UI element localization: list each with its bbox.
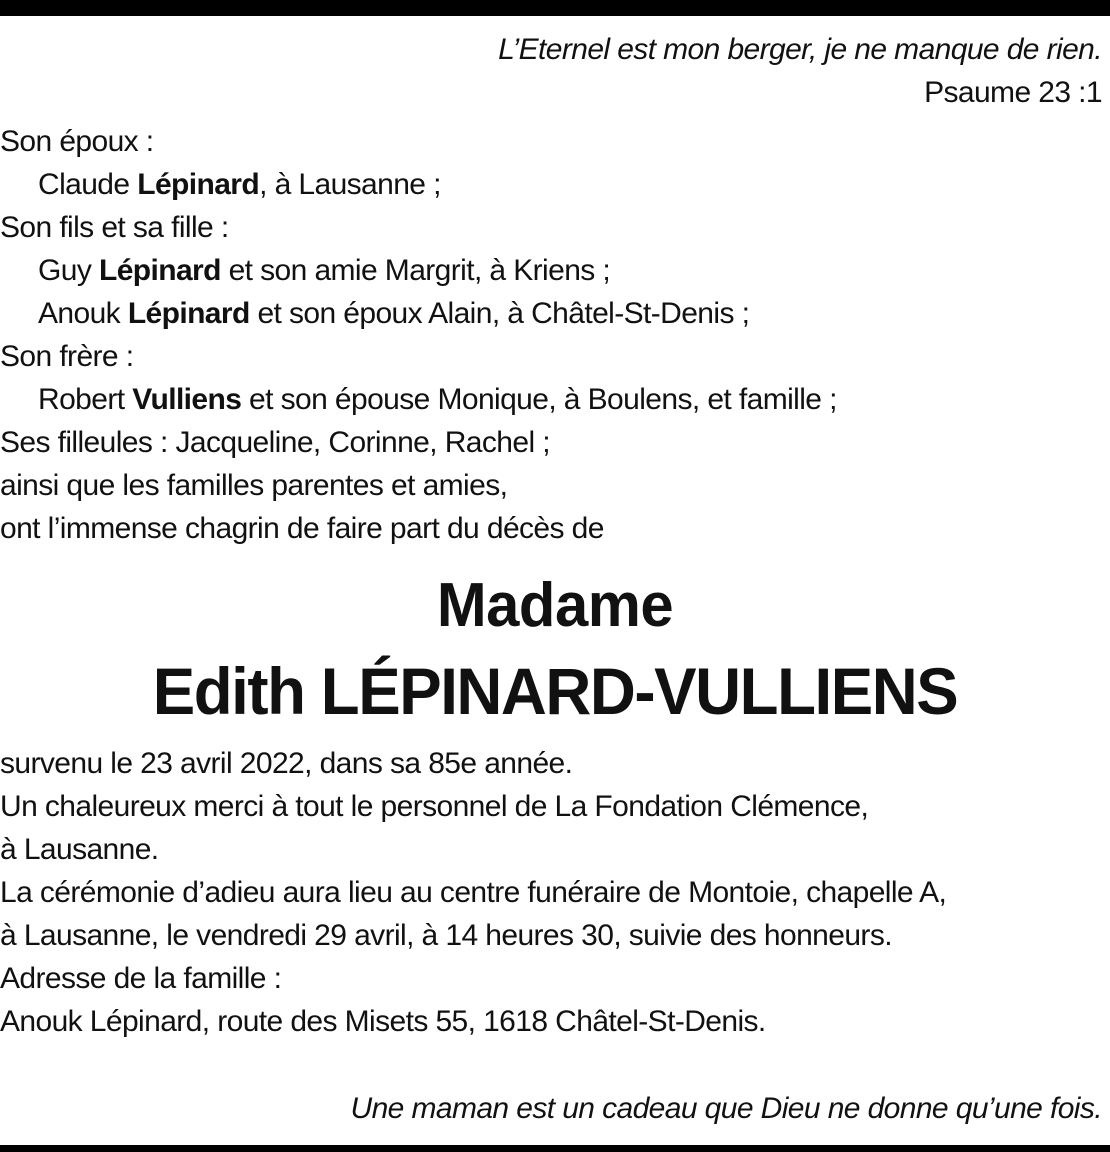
first-name: Robert bbox=[38, 383, 133, 416]
epigraph-quote: L’Eternel est mon berger, je ne manque de rien. bbox=[498, 33, 1102, 66]
thanks-line-2: à Lausanne. bbox=[0, 833, 159, 866]
announcement-line: ont l’immense chagrin de faire part du décès de bbox=[0, 512, 604, 545]
death-line: survenu le 23 avril 2022, dans sa 85e année. bbox=[0, 747, 573, 780]
address-line: Anouk Lépinard, route des Misets 55, 1618 Châtel-St-Denis. bbox=[0, 1005, 766, 1038]
bottom-rule bbox=[0, 1145, 1110, 1152]
spouse-heading: Son époux : bbox=[0, 125, 154, 158]
thanks-line-1: Un chaleureux merci à tout le personnel de La Fondation Clémence, bbox=[0, 790, 869, 823]
epigraph-reference: Psaume 23 :1 bbox=[924, 76, 1102, 109]
spouse-line bbox=[38, 165, 441, 205]
brother-heading: Son frère : bbox=[0, 340, 134, 373]
line-rest: et son épouse Monique, à Boulens, et famille ; bbox=[241, 383, 837, 416]
top-rule bbox=[0, 0, 1110, 16]
relatives-line: ainsi que les familles parentes et amies, bbox=[0, 469, 508, 502]
first-name: Guy bbox=[38, 254, 99, 287]
line-rest: , à Lausanne ; bbox=[259, 168, 441, 201]
last-name: Lépinard bbox=[127, 297, 250, 330]
first-name: Anouk bbox=[38, 297, 128, 330]
ceremony-line-2: à Lausanne, le vendredi 29 avril, à 14 heures 30, suivie des honneurs. bbox=[0, 919, 892, 952]
line-rest: et son époux Alain, à Châtel-St-Denis ; bbox=[249, 297, 750, 330]
deceased-title: Madame bbox=[436, 571, 674, 640]
last-name: Vulliens bbox=[132, 383, 242, 416]
line-rest: et son amie Margrit, à Kriens ; bbox=[220, 254, 611, 287]
ceremony-line-1: La cérémonie d’adieu aura lieu au centre funéraire de Montoie, chapelle A, bbox=[0, 876, 947, 909]
brother-line bbox=[38, 380, 837, 420]
children-heading: Son fils et sa fille : bbox=[0, 211, 229, 244]
last-name: Lépinard bbox=[137, 168, 260, 201]
last-name: Lépinard bbox=[98, 254, 221, 287]
closing-quote: Une maman est un cadeau que Dieu ne donne qu’une fois. bbox=[350, 1092, 1102, 1125]
daughter-line bbox=[38, 294, 749, 334]
first-name: Claude bbox=[38, 168, 138, 201]
deceased-name: Edith LÉPINARD-VULLIENS bbox=[152, 654, 958, 728]
goddaughters-line: Ses filleules : Jacqueline, Corinne, Rachel ; bbox=[0, 426, 550, 459]
address-heading: Adresse de la famille : bbox=[0, 962, 282, 995]
son-line bbox=[38, 251, 610, 291]
